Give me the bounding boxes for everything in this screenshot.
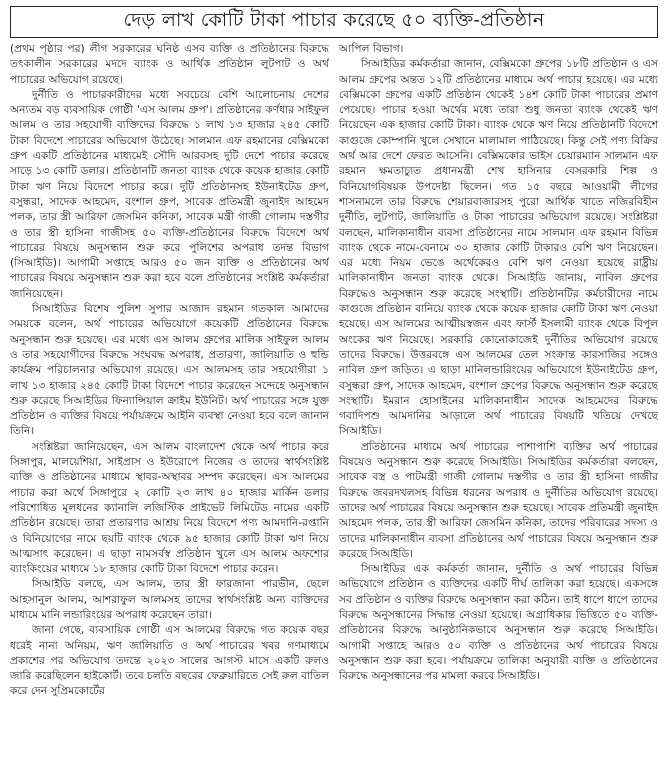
paragraph: সিআইডির কর্মকর্তারা জানান, বেক্সিমকো গ্রুপের ১৮টি প্রতিষ্ঠান ও এস আলম গ্রুপের অন্তত ১২টি প্রতিষ্ঠানের মাধ্যমে অর্থ পাচার হয়েছে। এর মধ্যে বেক্সিমকো গ্রুপের একটি প্রতিষ্ঠান থেকেই ১৪শ কোটি টাকা পাচারের প্রমাণ পেয়েছে। পাচার হওয়া অর্থের মধ্যে তারা শুধু জনতা ব্যাংক থেকেই ঋণ নিয়েছেন এক হাজার কোটি টাকা। ব্যাংক থেকে ঋণ নিয়ে প্রতিষ্ঠানটি বিদেশে কাগুজে কোম্পানি খুলে সেখানে মালামাল পাঠিয়েছে। কিন্তু সেই পণ্য বিক্রির অর্থ আর দেশে ফেরত আসেনি। বেক্সিমকোর ভাইস চেয়ারম্যান সালমান এফ রহমান ক্ষমতাচ্যুত প্রধানমন্ত্রী শেখ হাসিনার বেসরকারি শিল্প ও বিনিয়োগবিষয়ক উপদেষ্টা ছিলেন। গত ১৫ বছরে আওয়ামী লীগের শাসনামলে তার বিরুদ্ধে শেয়ারবাজারসহ পুরো আর্থিক খাতে নজিরবিহীন দুর্নীতি, লুটপাট, জালিয়াতি ও টাকা পাচারের অভিযোগ রয়েছে। সংশ্লিষ্টরা বলছেন, মালিকানাধীন ব্যবসা প্রতিষ্ঠানের নামে সালমান এফ রহমান বিভিন্ন ব্যাংক থেকে নামে-বেনামে ৩০ হাজার কোটি টাকারও বেশি ঋণ নিয়েছেন। এর মধ্যে নিয়ম ভেঙে অর্থেকেরও বেশি ঋণ নেওয়া হয়েছে রাষ্ট্রীয় মালিকানাধীন জনতা ব্যাংক থেকে। সিআইডি জানায়, নাবিল গ্রুপের বিরুদ্ধেও অনুসন্ধান শুরু করেছে সংস্থাটি। প্রতিষ্ঠানটির কর্মচারীদের নামে কাগুজে প্রতিষ্ঠান বানিয়ে ব্যাংক থেকে কয়েক হাজার কোটি টাকা ঋণ নেওয়া হয়েছে। এস আলমের আত্মীয়স্বজন এবং ফার্স্ট ইসলামী ব্যাংক থেকে বিপুল অংকের ঋণ নিয়েছে। সরকারি কোনোকাজেই দুর্নীতির অভিযোগ রয়েছে তাদের বিরুদ্ধে। উত্তরবঙ্গে এস আলমের তেল সংক্রান্ত কারসাজির সঙ্গেও নাবিল গ্রুপ জড়িত। এ ছাড়া মানিলন্ডারিংয়ের অভিযোগে ইউনাইটেড গ্রুপ, বসুন্ধরা গ্রুপ, সাদেক আহমেদ, বংশাল গ্রুপের বিরুদ্ধে অনুসন্ধান শুরু করেছে সংস্থাটি। ইমরান হোসাইনের মালিকানাধীন সাদেক আহমেদের বিরুদ্ধে গবাদিপশু আমদানির আড়ালে অর্থ পাচারের বিষয়টি খতিয়ে দেখছে সিআইডি। <box>339 58 658 438</box>
column-left <box>10 42 329 760</box>
paragraph: প্রতিষ্ঠানের মাধ্যমে অর্থ পাচারের পাশাপাশি ব্যক্তির অর্থ পাচারের বিষয়েও অনুসন্ধান শুরু করেছে সিআইডি। সিআইডির কর্মকর্তারা বলছেন, সাবেক বস্ত্র ও পাটমন্ত্রী গাজী গোলাম দস্তগীর ও তার স্ত্রী হাসিনা গাজীর বিরুদ্ধে জবরদখলসহ বিভিন্ন ধরনের অপরাধ ও দুর্নীতির অভিযোগ রয়েছে। তাদের অর্থ পাচারের বিষয়ে অনুসন্ধান শুরু হয়েছে। সাবেক প্রতিমন্ত্রী জুনাইদ আহমেদ পলক, তার স্ত্রী আরিফা জেসমিন কনিকা, তাদের পরিবারের সদস্য ও তাদের মালিকানাধীন ব্যবসা প্রতিষ্ঠানের অর্থ পাচারের বিষয়ে অনুসন্ধান শুরু করেছে সিআইডি। <box>339 440 658 560</box>
headline-box <box>10 6 658 38</box>
headline: দেড় লাখ কোটি টাকা পাচার করেছে ৫০ ব্যক্তি-প্রতিষ্ঠান <box>123 9 545 31</box>
paragraph: সিআইডির এক কর্মকর্তা জানান, দুর্নীতি ও অর্থ পাচারের বিভিন্ন অভিযোগে প্রতিষ্ঠান ও ব্যক্তিদের একটি দীর্ঘ তালিকা করা হয়েছে। একসঙ্গে সব প্রতিষ্ঠান ও ব্যক্তির বিরুদ্ধে অনুসন্ধান করা কঠিন। তাই ধাপে ধাপে তাদের বিরুদ্ধে অনুসন্ধানের সিদ্ধান্ত নেওয়া হয়েছে। অগ্রাধিকার ভিত্তিতে ৫০ ব্যক্তি-প্রতিষ্ঠানের বিরুদ্ধে আনুষ্ঠানিকভাবে অনুসন্ধান শুরু করেছে সিআইডি। আগামী সপ্তাহে আরও ৫০ ব্যক্তি ও প্রতিষ্ঠানের অর্থ পাচারের বিষয়ে অনুসন্ধান শুরু করা হবে। পর্যায়ক্রমে তালিকা অনুযায়ী ব্যক্তি ও প্রতিষ্ঠানের বিরুদ্ধে অনুসন্ধানের পর মামলা করবে সিআইডি। <box>339 563 658 683</box>
paragraph: সিআইডির বিশেষ পুলিশ সুপার আজাদ রহমান গতকাল আমাদের সময়কে বলেন, অর্থ পাচারের অভিযোগে কয়েকটি প্রতিষ্ঠানের বিরুদ্ধে অনুসন্ধান শুরু হয়েছে। এর মধ্যে এস আলম গ্রুপের মালিক সাইফুল আলম ও তার সহযোগীদের বিরুদ্ধে সংঘবদ্ধ অপরাধ, প্রতারণা, জালিয়াতি ও হুন্ডি কার্যক্রম পরিচালনার অভিযোগ রয়েছে। এস আলমসহ তার সহযোগীরা ১ লাখ ১৩ হাজার ২৪৫ কোটি টাকা বিদেশে পাচার করেছেন সন্দেহে অনুসন্ধান শুরু করেছে সিআইডির ফিন্যান্সিয়াল ক্রাইম ইউনিট। অর্থ পাচারের সঙ্গে যুক্ত প্রতিষ্ঠান ও ব্যক্তির বিষয়ে পর্যায়ক্রমে আইনি ব্যবস্থা নেওয়া হবে বলে জানান তিনি। <box>10 303 329 438</box>
paragraph: সংশ্লিষ্টরা জানিয়েছেন, এস আলম বাংলাদেশ থেকে অর্থ পাচার করে সিঙ্গাপুর, মালয়েশিয়া, সাইপ্রাস ও ইউরোপে নিজের ও তাদের স্বার্থসংশ্লিষ্ট ব্যক্তি ও প্রতিষ্ঠানের মাধ্যমে স্থাবর-অস্থাবর সম্পদ করেছেন। এস আলমের পাচার করা অর্থে সিঙ্গাপুরে ২ কোটি ২৩ লাখ ৪০ হাজার মার্কিন ডলার পরিশোধিত মূলধনের ক্যানালি লজিস্টিক প্রাইভেট লিমিটেড নামের একটি প্রতিষ্ঠান রয়েছে। তারা প্রতারণার আশ্রয় নিয়ে বিদেশে পণ্য আমদানি-রপ্তানি ও বিনিয়োগের নামে ছয়টি ব্যাংক থেকে ৯৫ হাজার কোটি টাকা ঋণ নিয়ে আত্মসাৎ করেছেন। এ ছাড়া নামসর্বস্ব প্রতিষ্ঠান খুলে এস আলম অফশোর ব্যাংকিংয়ের মাধ্যমে ১৮ হাজার কোটি টাকা বিদেশে পাচার করেন। <box>10 440 329 576</box>
paragraph: আপিল বিভাগ। <box>339 43 404 55</box>
paragraph: দুর্নীতি ও পাচারকারীদের মধ্যে সবচেয়ে বেশি আলোচনায় দেশের অন্যতম বড় ব্যবসায়িক গোষ্ঠী 'এস আলম গ্রুপ'। প্রতিষ্ঠানের কর্ণধার সাইফুল আলম ও তার সহযোগী ব্যক্তিদের বিরুদ্ধে ১ লাখ ১৩ হাজার ২৪৫ কোটি টাকা বিদেশে পাচারের অভিযোগ উঠেছে। সালমান এফ রহমানের বেক্সিমকো গ্রুপ একটি প্রতিষ্ঠানের মাধ্যমেই সৌদি আরবসহ দুটি দেশে পাচার করেছে সাড়ে ১৩ কোটি ডলার। প্রতিষ্ঠানটি জনতা ব্যাংক থেকে কয়েক হাজার কোটি টাকা ঋণ নিয়ে বিদেশে পাচার করে। দুটি প্রতিষ্ঠানসহ ইউনাইটেড গ্রুপ, বসুন্ধরা, সাদেক আহমেদ, বংশাল গ্রুপ, সাবেক প্রতিমন্ত্রী জুনাইদ আহমেদ পলক, তার স্ত্রী আরিফা জেসমিন কনিকা, সাবেক মন্ত্রী গাজী গোলাম দস্তগীর ও তার স্ত্রী হাসিনা গাজীসহ ৫০ ব্যক্তি-প্রতিষ্ঠানের বিরুদ্ধে বিদেশে অর্থ পাচারের বিষয়ে অনুসন্ধান শুরু করে পুলিশের অপরাধ তদন্ত বিভাগ (সিআইডি)। আগামী সপ্তাহে আরও ৫০ জন ব্যক্তি ও প্রতিষ্ঠানের অর্থ পাচারের বিষয়ে অনুসন্ধান শুরু করা হবে বলে প্রতিষ্ঠানের সংশ্লিষ্ট কর্মকর্তারা জানিয়েছেন। <box>10 88 329 300</box>
paragraph: সিআইডি বলছে, এস আলম, তার স্ত্রী ফারজানা পারভীন, ছেলে আহসানুল আলম, আশরাফুল আলমসহ তাদের স্বার্থসংশ্লিষ্ট অন্য ব্যক্তিদের মাধ্যমে মানি লন্ডারিংয়ের অপরাধ করেছেন তারা। <box>10 578 329 621</box>
paragraph: (প্রথম পৃষ্ঠার পর) লীগ সরকারের ঘনিষ্ঠ এসব ব্যক্তি ও প্রতিষ্ঠানের বিরুদ্ধে তৎকালীন সরকারের মদদে ব্যাংক ও আর্থিক প্রতিষ্ঠান লুটপাট ও অর্থ পাচারের অভিযোগ রয়েছে। <box>10 43 329 86</box>
column-right <box>339 42 658 760</box>
article-body <box>10 42 658 760</box>
paragraph: জানা গেছে, ব্যবসায়িক গোষ্ঠী এস আলমের বিরুদ্ধে গত কয়েক বছর ধরেই নানা অনিয়ম, ঋণ জালিয়াতি ও অর্থ পাচারের খবর গণমাধ্যমে প্রকাশের পর অভিযোগ তদন্তে ২০২৩ সালের আগস্ট মাসে একটি রুলও জারি করেছিলেন হাইকোর্ট। তবে চলতি বছরের ফেব্রুয়ারিতে সেই রুল বাতিল করে দেন সুপ্রিমকোর্টের <box>10 624 329 698</box>
continued-marker: (প্রথম পৃষ্ঠার পর) <box>10 43 85 55</box>
